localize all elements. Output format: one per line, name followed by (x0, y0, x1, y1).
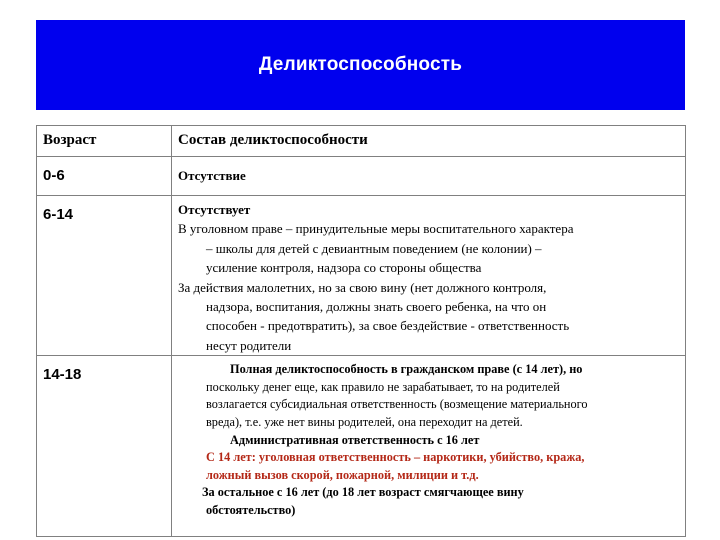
row-text-line: надзора, воспитания, должны знать своего ребенка, на что он (206, 299, 547, 315)
row-text-line: – школы для детей с девиантным поведением (не колонии) – (206, 240, 542, 256)
row-text-line: В уголовном праве – принудительные меры воспитательного характера (178, 221, 574, 237)
age-cell (37, 196, 172, 356)
row-text-line: Полная деликтоспособность в гражданском праве (с 14 лет), но (230, 362, 583, 377)
age-value: 0-6 (43, 167, 65, 184)
table-row (37, 356, 686, 537)
age-cell (37, 157, 172, 196)
content-cell (172, 157, 686, 196)
row-text-line: За остальное с 16 лет (до 18 лет возраст смягчающее вину (202, 485, 524, 500)
row-text-line: способен - предотвратить), за свое бездействие - ответственность (206, 318, 570, 334)
header-cell-composition (172, 126, 686, 157)
age-value: 14-18 (43, 366, 82, 384)
row-text-line: За действия малолетних, но за свою вину (нет должного контроля, (178, 279, 547, 295)
table-row (37, 196, 686, 356)
header-age-label: Возраст (43, 132, 97, 148)
table-row (37, 157, 686, 196)
table-header-row (37, 126, 686, 157)
row-text-line: С 14 лет: уголовная ответственность – наркотики, убийство, кража, (206, 450, 585, 465)
age-cell (37, 356, 172, 537)
row-text-line: усиление контроля, надзора со стороны общества (206, 260, 482, 276)
content-cell (172, 196, 686, 356)
delict-table (36, 125, 686, 537)
header-composition-label: Состав деликтоспособности (178, 132, 368, 148)
header-cell-age (37, 126, 172, 157)
row-text-line: обстоятельство) (206, 503, 296, 517)
row-text-line: Отсутствие (178, 168, 246, 183)
age-value: 6-14 (43, 206, 74, 223)
title-banner (36, 20, 685, 110)
row-text-line: Отсутствует (178, 202, 251, 217)
row-text-line: несут родители (206, 337, 292, 353)
row-text-line: вреда), т.е. уже нет вины родителей, она переходит на детей. (206, 415, 523, 430)
content-cell (172, 356, 686, 537)
row-text-line: ложный вызов скорой, пожарной, милиции и т.д. (206, 467, 479, 482)
row-text-line: возлагается субсидиальная ответственность (возмещение материального (206, 397, 588, 412)
page-title: Деликтоспособность (258, 54, 463, 75)
row-text-line: Административная ответственность с 16 лет (230, 432, 480, 447)
row-text-line: поскольку денег еще, как правило не зарабатывает, то на родителей (206, 379, 560, 394)
